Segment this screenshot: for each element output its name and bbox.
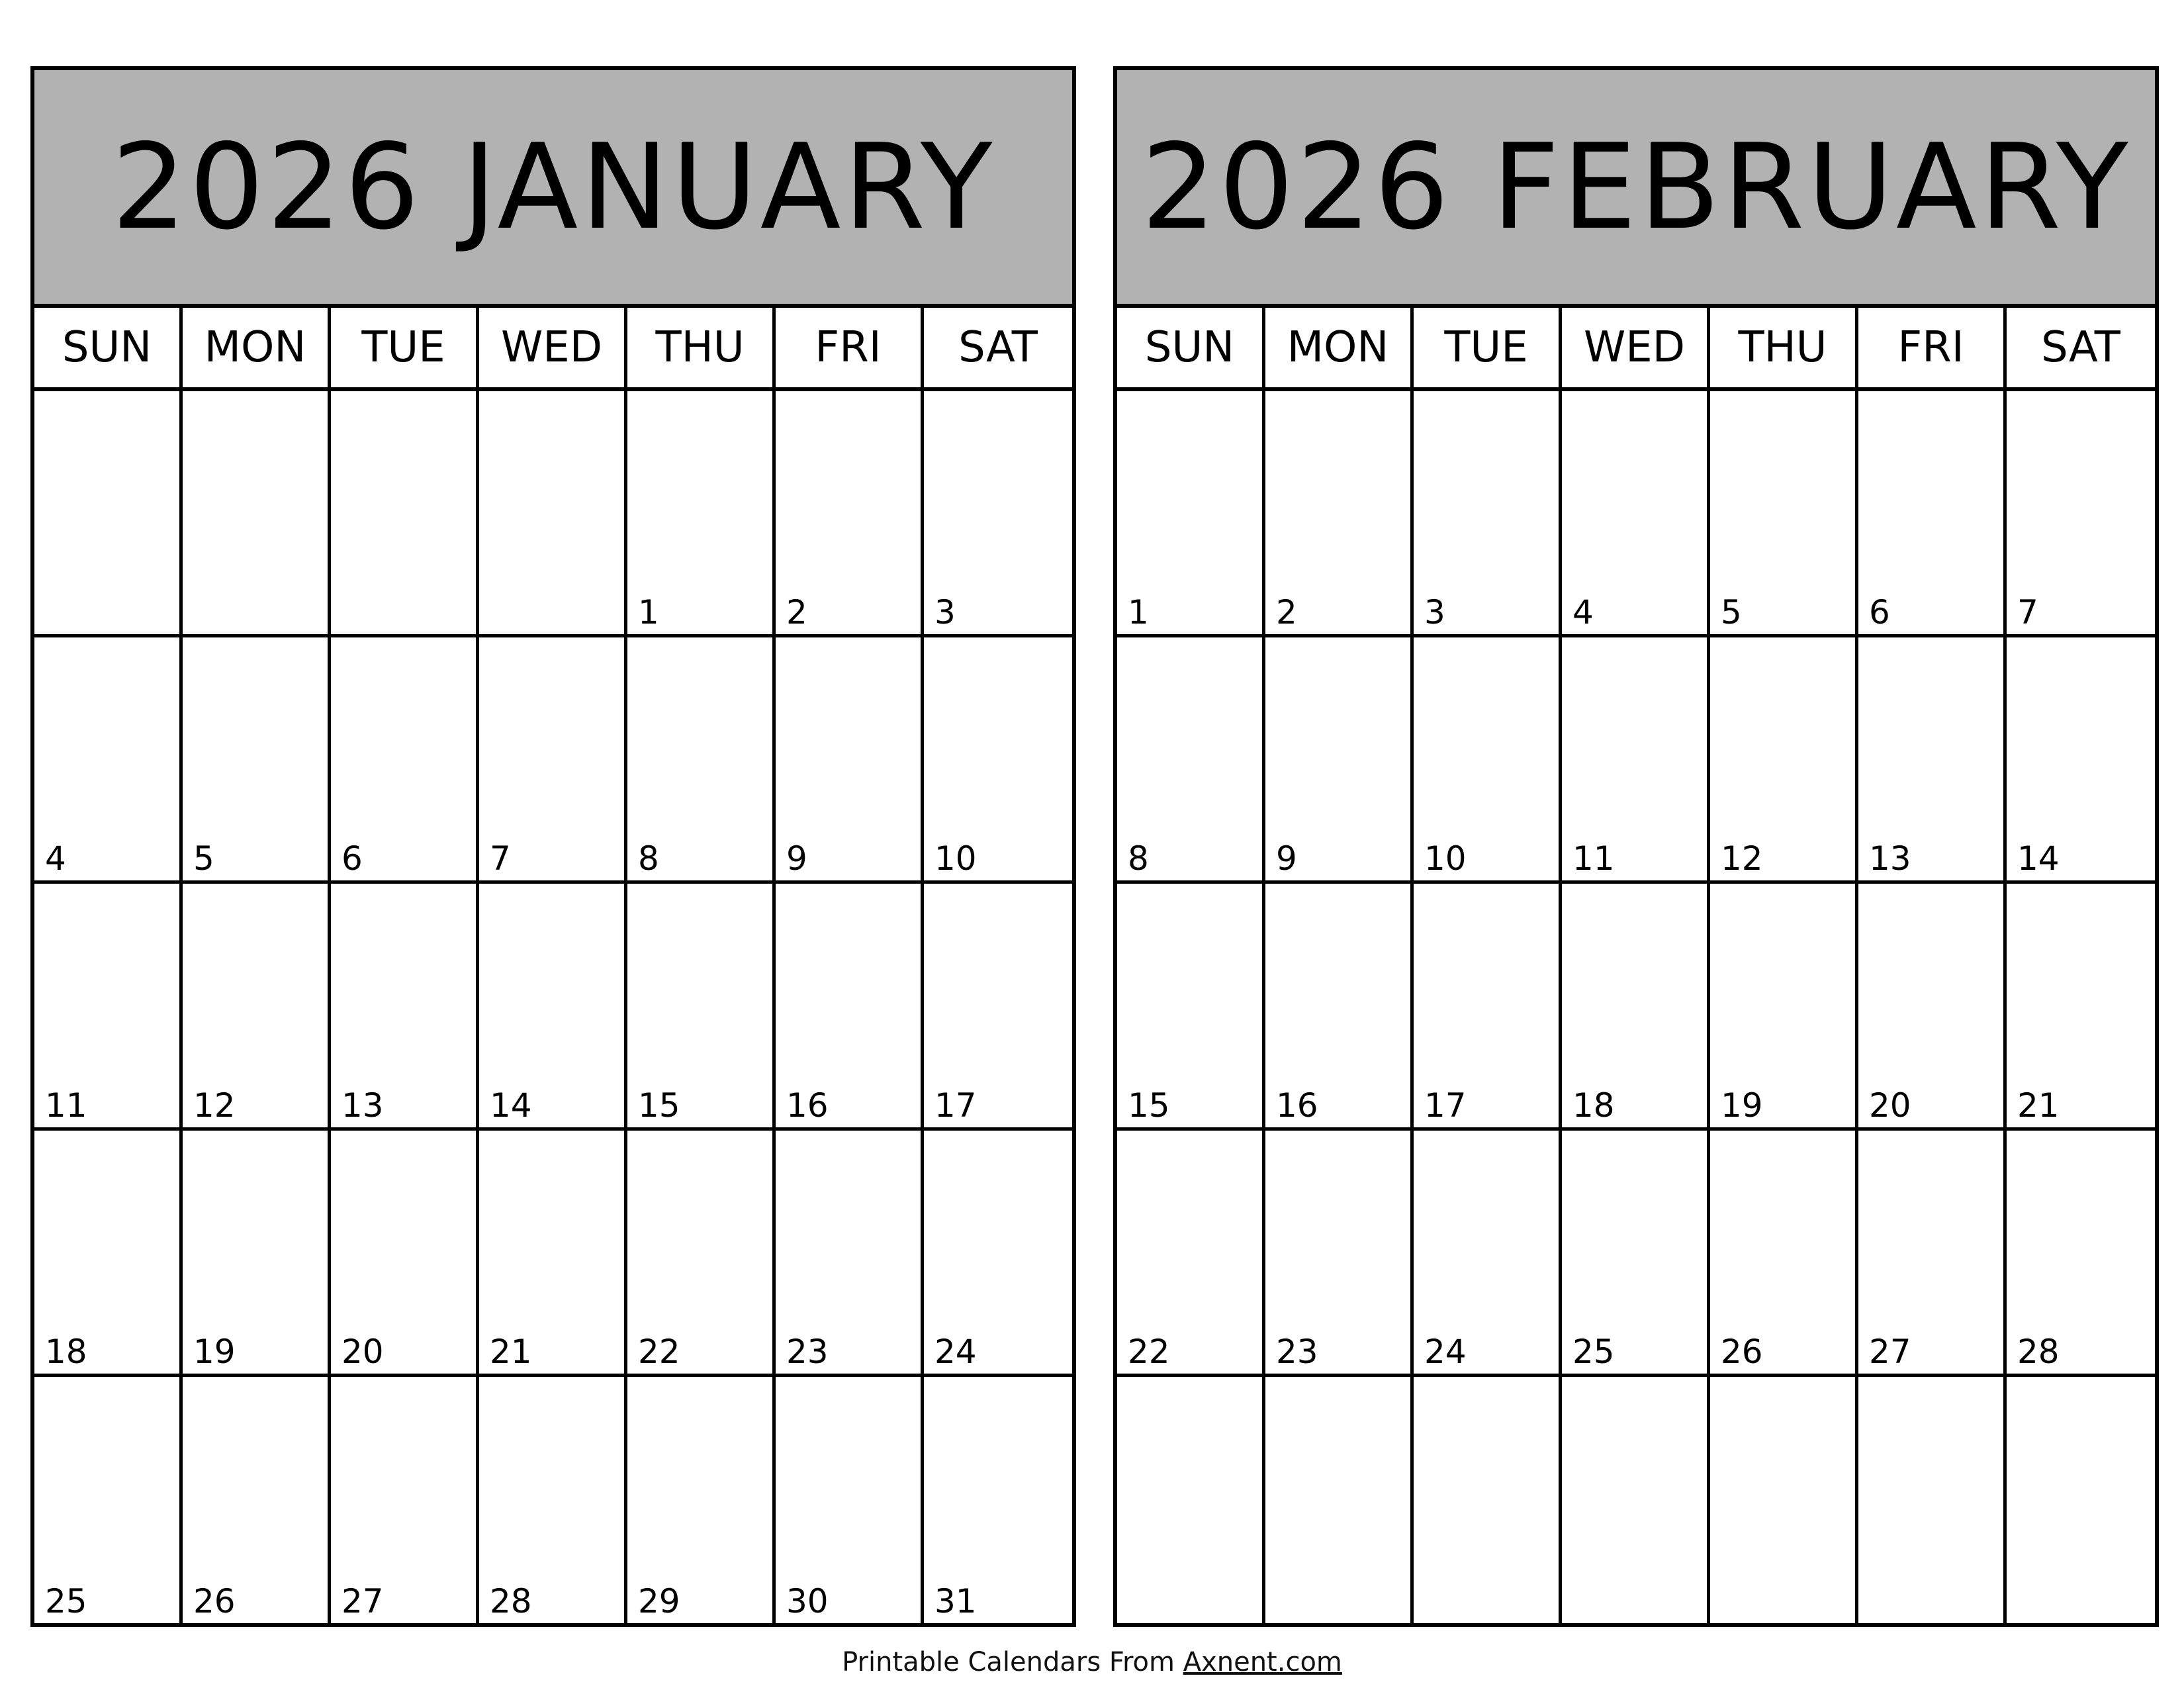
- day-cell: [1858, 1131, 2007, 1377]
- day-number: 20: [341, 1332, 384, 1371]
- day-cell: [924, 1131, 1072, 1377]
- day-number: 12: [193, 1086, 236, 1125]
- day-cell: [479, 884, 627, 1130]
- day-number: 1: [638, 593, 659, 632]
- day-cell: [479, 1377, 627, 1623]
- day-number: 29: [638, 1582, 680, 1620]
- day-number: 11: [45, 1086, 87, 1125]
- weekday-sun: SUN: [34, 308, 183, 387]
- day-number: 5: [1721, 593, 1742, 632]
- day-cell: [1117, 1377, 1265, 1623]
- weekday-tue: TUE: [331, 308, 479, 387]
- day-cell: [479, 637, 627, 884]
- day-number: 28: [2017, 1332, 2060, 1371]
- day-cell: [2007, 637, 2155, 884]
- day-number: 26: [193, 1582, 236, 1620]
- day-number: 23: [786, 1332, 829, 1371]
- day-cell: [1265, 391, 1414, 637]
- day-cell: [924, 884, 1072, 1130]
- day-number: 12: [1721, 839, 1763, 878]
- day-number: 11: [1572, 839, 1615, 878]
- day-number: 17: [934, 1086, 977, 1125]
- day-cell: [1562, 1131, 1710, 1377]
- day-cell: [331, 637, 479, 884]
- day-number: 31: [934, 1582, 977, 1620]
- day-number: 5: [193, 839, 214, 878]
- day-cell: [1265, 884, 1414, 1130]
- day-cell: [2007, 884, 2155, 1130]
- day-number: 16: [786, 1086, 829, 1125]
- day-number: 13: [1869, 839, 1911, 878]
- day-number: 18: [45, 1332, 87, 1371]
- day-cell: [479, 1131, 627, 1377]
- day-cell: [34, 391, 183, 637]
- weekday-sun: SUN: [1117, 308, 1265, 387]
- calendar-january: [30, 66, 1076, 1627]
- day-cell: [1265, 637, 1414, 884]
- day-cell: [1858, 637, 2007, 884]
- weekday-fri: FRI: [776, 308, 924, 387]
- day-number: 24: [934, 1332, 977, 1371]
- day-number: 7: [490, 839, 511, 878]
- day-number: 9: [1276, 839, 1297, 878]
- day-grid: [34, 391, 1072, 1623]
- weekday-mon: MON: [1265, 308, 1414, 387]
- day-cell: [1265, 1377, 1414, 1623]
- day-cell: [1858, 884, 2007, 1130]
- day-cell: [34, 637, 183, 884]
- day-cell: [1858, 1377, 2007, 1623]
- weekday-thu: THU: [627, 308, 776, 387]
- day-cell: [924, 391, 1072, 637]
- day-number: 7: [2017, 593, 2038, 632]
- day-cell: [776, 1377, 924, 1623]
- day-number: 17: [1424, 1086, 1467, 1125]
- day-cell: [2007, 1131, 2155, 1377]
- day-number: 15: [638, 1086, 680, 1125]
- day-number: 15: [1128, 1086, 1170, 1125]
- day-cell: [34, 884, 183, 1130]
- day-number: 9: [786, 839, 807, 878]
- day-cell: [183, 391, 331, 637]
- day-cell: [1858, 391, 2007, 637]
- day-cell: [1562, 637, 1710, 884]
- day-number: 21: [2017, 1086, 2060, 1125]
- day-cell: [1117, 1131, 1265, 1377]
- day-cell: [34, 1377, 183, 1623]
- weekday-wed: WED: [479, 308, 627, 387]
- day-number: 21: [490, 1332, 532, 1371]
- day-cell: [776, 637, 924, 884]
- day-cell: [776, 1131, 924, 1377]
- day-number: 6: [1869, 593, 1890, 632]
- weekday-fri: FRI: [1858, 308, 2007, 387]
- day-cell: [1117, 637, 1265, 884]
- footer-credit: [0, 1647, 2184, 1677]
- day-cell: [1117, 391, 1265, 637]
- day-cell: [331, 1131, 479, 1377]
- day-cell: [331, 884, 479, 1130]
- day-cell: [1562, 884, 1710, 1130]
- calendar-february: [1113, 66, 2159, 1627]
- weekday-sat: SAT: [2041, 323, 2120, 372]
- day-cell: [627, 1131, 776, 1377]
- day-number: 19: [193, 1332, 236, 1371]
- day-cell: [1710, 884, 1858, 1130]
- day-cell: [776, 391, 924, 637]
- day-number: 10: [1424, 839, 1467, 878]
- day-number: 2: [1276, 593, 1297, 632]
- weekday-tue: TUE: [1414, 308, 1562, 387]
- day-cell: [1414, 391, 1562, 637]
- day-cell: [2007, 391, 2155, 637]
- day-number: 14: [490, 1086, 532, 1125]
- weekday-thu: THU: [1710, 308, 1858, 387]
- day-number: 20: [1869, 1086, 1911, 1125]
- weekday-wed: WED: [1562, 308, 1710, 387]
- day-cell: [183, 637, 331, 884]
- day-number: 27: [341, 1582, 384, 1620]
- day-cell: [924, 1377, 1072, 1623]
- weekday-header: [1117, 308, 2155, 391]
- day-number: 10: [934, 839, 977, 878]
- day-number: 28: [490, 1582, 532, 1620]
- footer-text: Printable Calendars From: [842, 1647, 1183, 1677]
- day-cell: [2007, 1377, 2155, 1623]
- footer-link[interactable]: Axnent.com: [1183, 1647, 1342, 1677]
- day-cell: [1710, 1131, 1858, 1377]
- month-title: 2026 JANUARY: [34, 70, 1072, 308]
- day-number: 1: [1128, 593, 1149, 632]
- day-cell: [1414, 1131, 1562, 1377]
- day-number: 6: [341, 839, 363, 878]
- day-cell: [627, 884, 776, 1130]
- day-number: 4: [45, 839, 66, 878]
- day-cell: [34, 1131, 183, 1377]
- day-cell: [183, 1131, 331, 1377]
- day-number: 30: [786, 1582, 829, 1620]
- day-grid: [1117, 391, 2155, 1623]
- day-cell: [627, 391, 776, 637]
- day-number: 4: [1572, 593, 1594, 632]
- weekday-sat: SAT: [958, 323, 1038, 372]
- day-cell: [1562, 391, 1710, 637]
- day-number: 27: [1869, 1332, 1911, 1371]
- day-cell: [1710, 391, 1858, 637]
- day-number: 13: [341, 1086, 384, 1125]
- day-cell: [924, 637, 1072, 884]
- day-cell: [183, 884, 331, 1130]
- weekday-header: [34, 308, 1072, 391]
- day-number: 16: [1276, 1086, 1318, 1125]
- day-number: 22: [1128, 1332, 1170, 1371]
- day-cell: [1414, 637, 1562, 884]
- day-number: 24: [1424, 1332, 1467, 1371]
- day-cell: [1414, 1377, 1562, 1623]
- day-cell: [479, 391, 627, 637]
- day-number: 8: [638, 839, 659, 878]
- weekday-mon: MON: [183, 308, 331, 387]
- day-number: 23: [1276, 1332, 1318, 1371]
- day-cell: [1414, 884, 1562, 1130]
- day-cell: [1562, 1377, 1710, 1623]
- day-cell: [331, 1377, 479, 1623]
- day-number: 3: [1424, 593, 1445, 632]
- day-number: 22: [638, 1332, 680, 1371]
- day-number: 25: [45, 1582, 87, 1620]
- day-cell: [1117, 884, 1265, 1130]
- day-cell: [1710, 1377, 1858, 1623]
- day-number: 26: [1721, 1332, 1763, 1371]
- day-number: 14: [2017, 839, 2060, 878]
- day-number: 19: [1721, 1086, 1763, 1125]
- day-cell: [331, 391, 479, 637]
- month-title: 2026 FEBRUARY: [1117, 70, 2155, 308]
- day-number: 2: [786, 593, 807, 632]
- day-cell: [183, 1377, 331, 1623]
- day-number: 25: [1572, 1332, 1615, 1371]
- day-number: 3: [934, 593, 956, 632]
- day-cell: [776, 884, 924, 1130]
- day-cell: [1265, 1131, 1414, 1377]
- day-cell: [1710, 637, 1858, 884]
- day-cell: [627, 1377, 776, 1623]
- day-cell: [627, 637, 776, 884]
- day-number: 18: [1572, 1086, 1615, 1125]
- day-number: 8: [1128, 839, 1149, 878]
